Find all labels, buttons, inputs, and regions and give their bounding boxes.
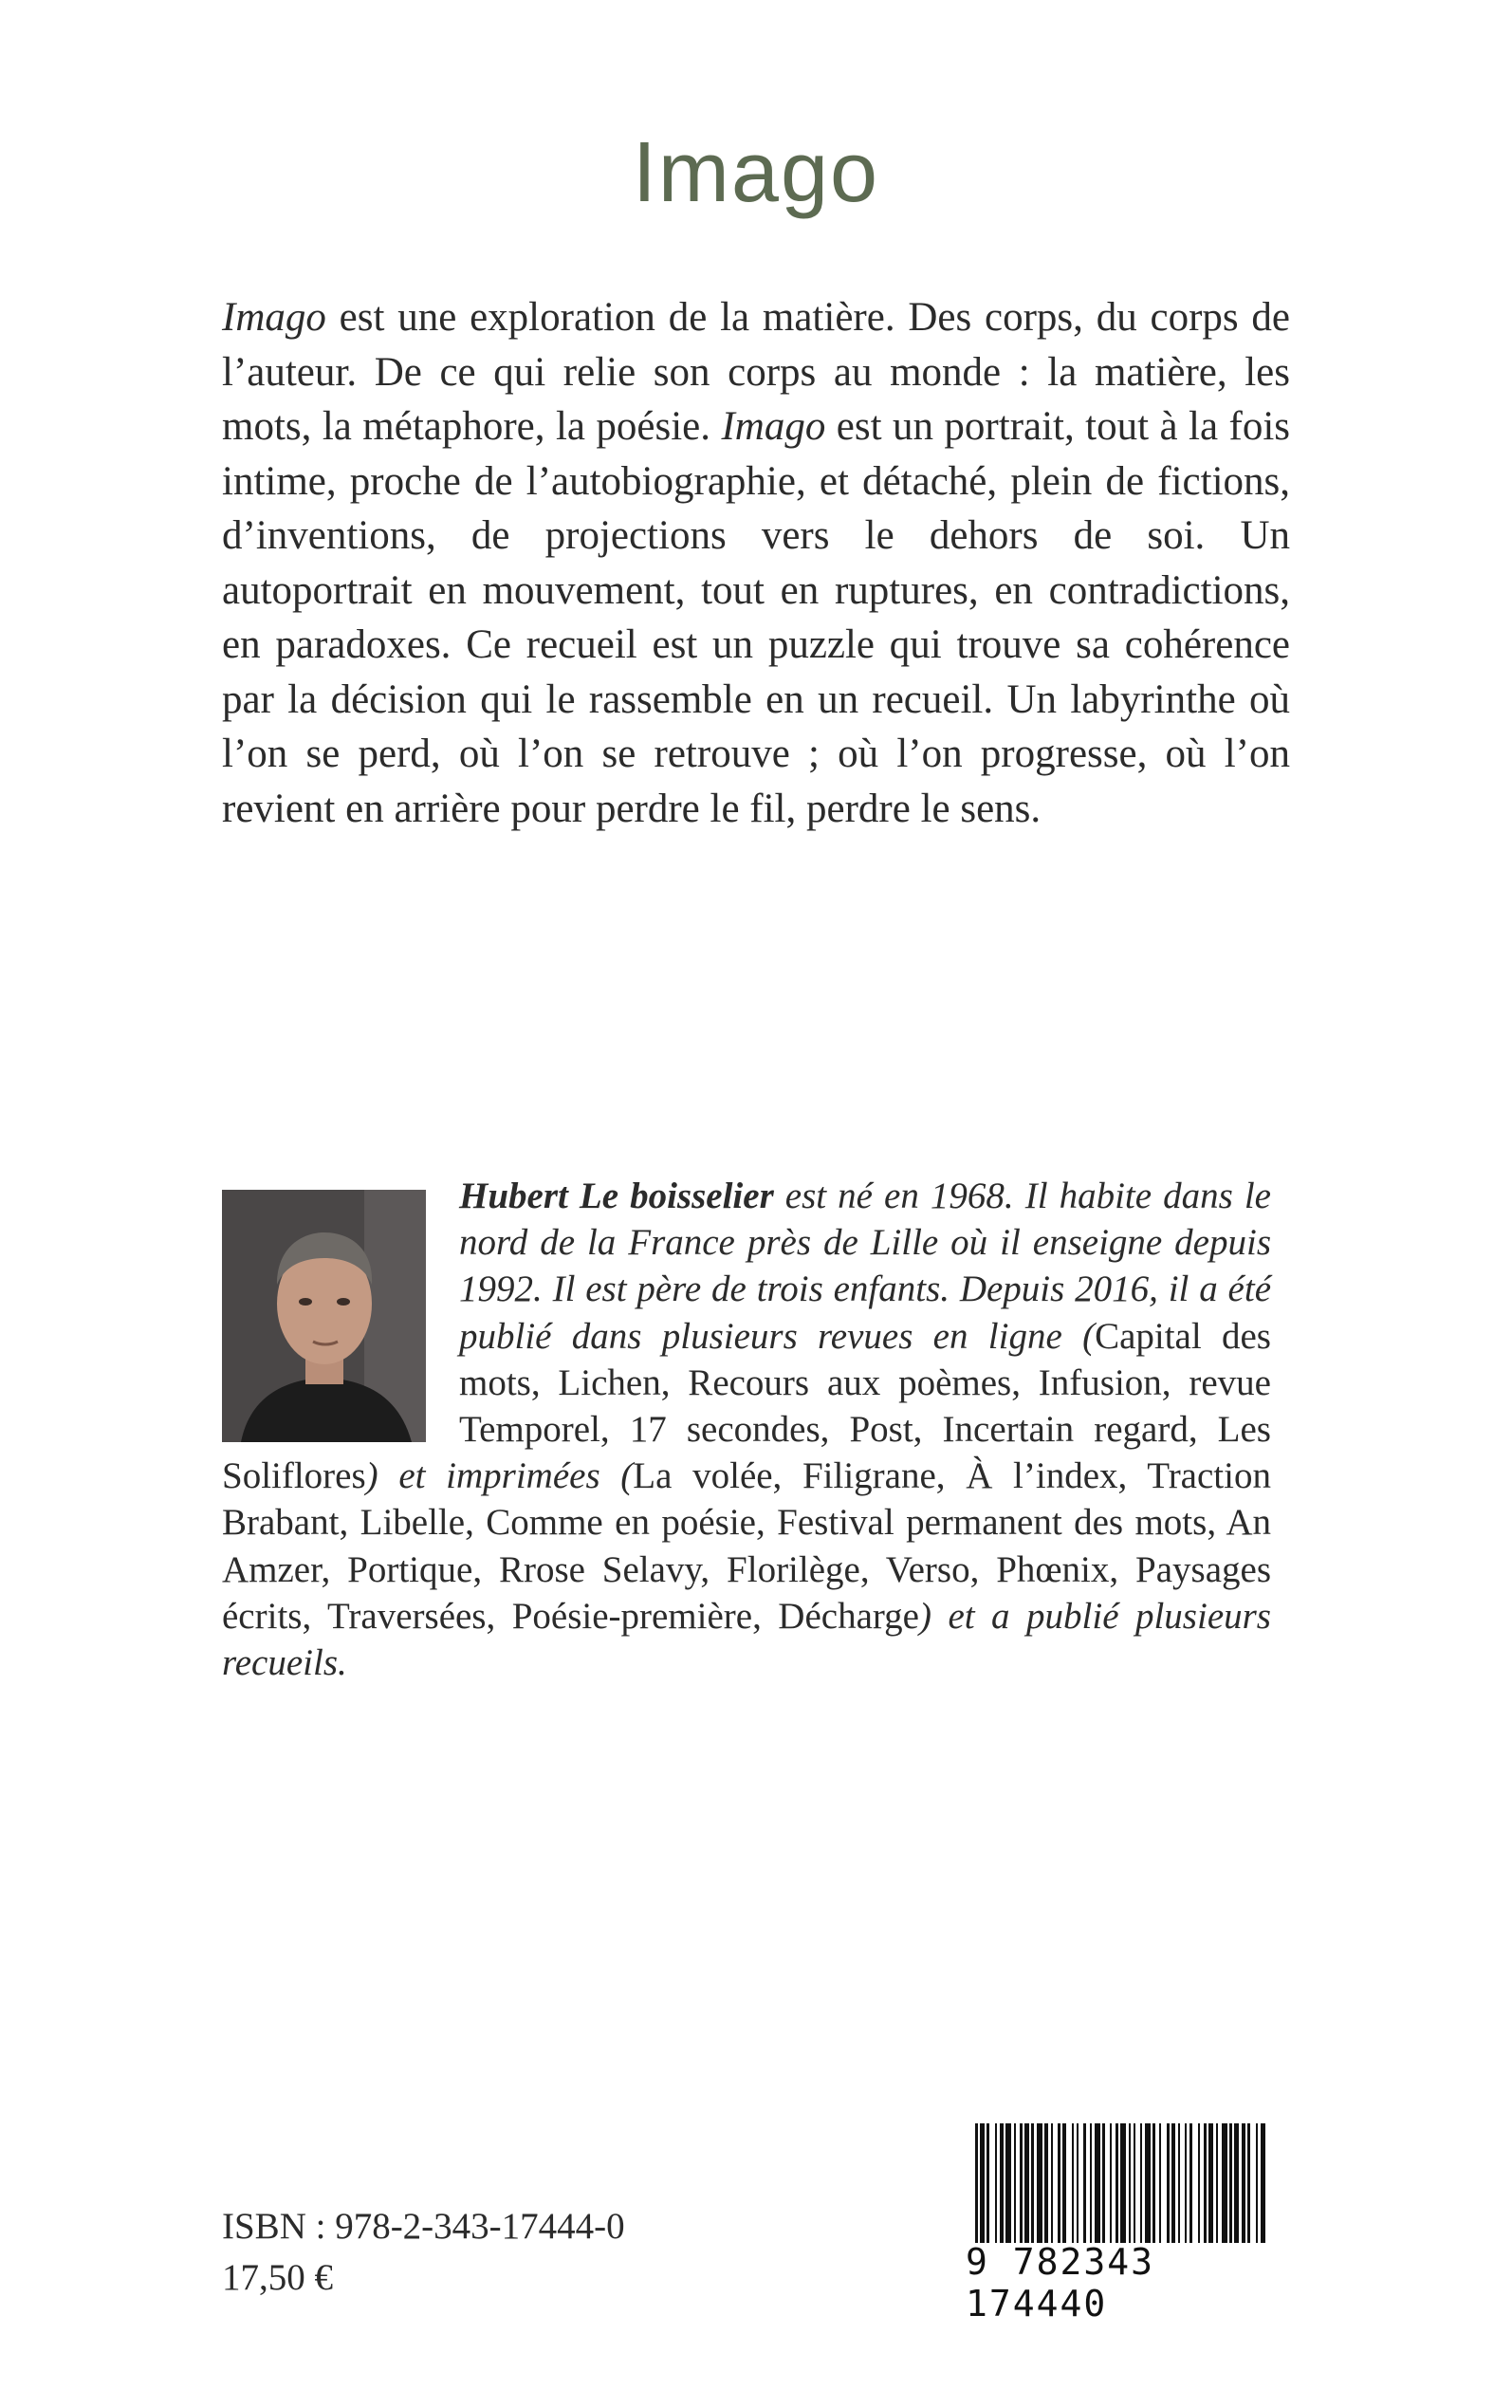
book-title: Imago (632, 125, 880, 220)
isbn: ISBN : 978-2-343-17444-0 (222, 2206, 625, 2247)
blurb-title-italic-1: Imago (222, 295, 326, 340)
bio-ending: ) et a publié plusieurs recueils. (222, 1595, 1271, 1684)
author-name: Hubert Le boisselier (459, 1176, 774, 1216)
blurb-text-2: est un portrait, tout à la fois intime, proche de l’autobiographie, et détaché, plein de fictions, d’inventions, de projections vers le dehors de soi. Un autoportrait en mouvement, tout en ruptures, en contradictions, en paradoxes. Ce recueil est un puzzle qui trouve sa cohérence par la décision qui le rassemble en un recueil. Un labyrinthe où l’on se perd, où l’on se retrouve ; où l’on progresse, où l’on revient en arrière pour perdre le fil, perdre le sens. (222, 404, 1291, 831)
blurb-title-italic-2: Imago (721, 404, 826, 449)
bio-intro: est né en 1968. Il habite dans le nord de la France près de Lille où il enseigne depuis 1992. Il est père de trois enfants. Depuis 2016, il a été publié dans plusieurs revues en ligne ( (459, 1176, 1271, 1357)
author-biography (222, 1173, 1271, 1686)
bio-online-reviews: Capital des mots, Lichen, Recours aux poèmes, Infusion, revue Temporel, 17 secondes, Post, Incertain regard, Les Soliflores (222, 1315, 1271, 1497)
price: 17,50 € (222, 2257, 333, 2298)
barcode-digits: 9 782343 174440 (966, 2241, 1155, 2325)
blurb-text-1: est une exploration de la matière. Des corps, du corps de l’auteur. De ce qui relie son corps au monde : la matière, les mots, la métaphore, la poésie. (222, 295, 1290, 449)
bio-middle: ) et imprimées ( (365, 1455, 634, 1497)
bio-print-reviews: La volée, Filigrane, À l’index, Traction Brabant, Libelle, Comme en poésie, Festival permanent des mots, An Amzer, Portique, Rrose Selavy, Florilège, Verso, Phœnix, Paysages écrits, Traversées, Poésie-première, Décharge (222, 1455, 1271, 1637)
barcode-bars (968, 2123, 1271, 2243)
back-cover-blurb (222, 290, 1290, 836)
photo-spacer (222, 1173, 459, 1448)
